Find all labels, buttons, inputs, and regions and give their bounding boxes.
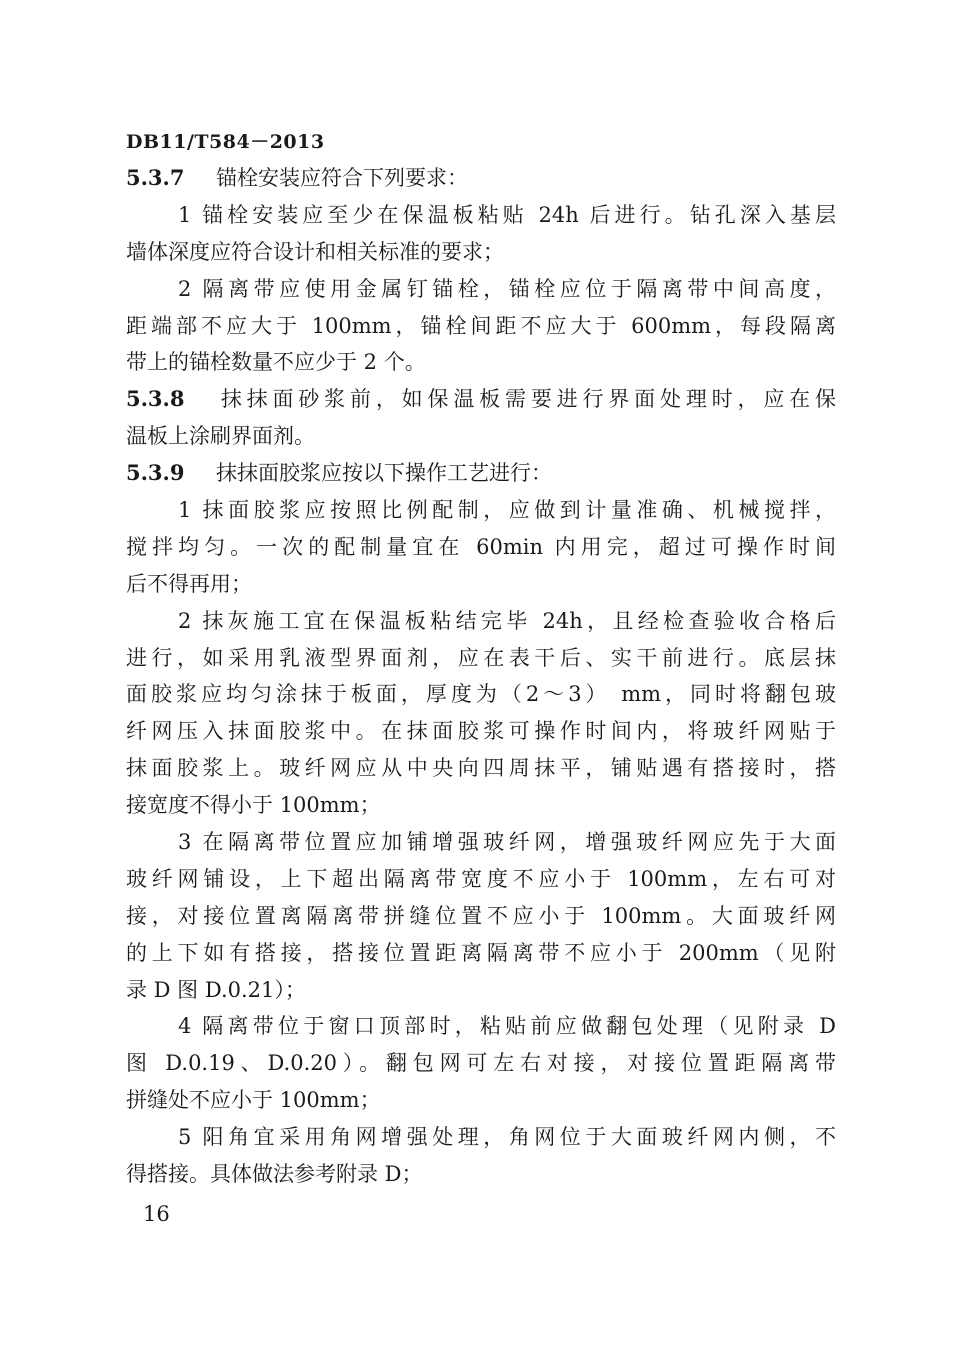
line-text: 2 抹灰施工宜在保温板粘结完毕 24h，且经检查验收合格后 — [178, 608, 836, 633]
line-text: 1 抹面胶浆应按照比例配制，应做到计量准确、机械搅拌， — [178, 498, 836, 523]
body-text-line — [126, 1008, 836, 1045]
clause-number: 5.3.7 — [126, 165, 185, 190]
line-text: 抹面胶浆上。玻纤网应从中央向四周抹平，铺贴遇有搭接时，搭 — [126, 756, 836, 781]
body-text-line — [126, 898, 836, 935]
body-text-line — [126, 640, 836, 677]
line-text: 后不得再用； — [126, 571, 252, 596]
line-text: 4 隔离带位于窗口顶部时，粘贴前应做翻包处理（见附录 D — [178, 1014, 836, 1039]
line-text: 进行，如采用乳液型界面剂，应在表干后、实干前进行。底层抹 — [126, 645, 836, 670]
body-text-line — [126, 750, 836, 787]
body-text-line — [126, 271, 836, 308]
document-page — [126, 124, 836, 1193]
line-text: 抹抹面胶浆应按以下操作工艺进行： — [216, 461, 552, 486]
body-text-line — [126, 972, 836, 1009]
line-text: 温板上涂刷界面剂。 — [126, 424, 315, 449]
body-text-line — [126, 676, 836, 713]
clause-heading-line — [126, 455, 836, 492]
body-text-line — [126, 1082, 836, 1119]
line-text: 图 D.0.19、D.0.20）。翻包网可左右对接，对接位置距隔离带 — [126, 1051, 836, 1076]
body-text-line — [126, 861, 836, 898]
body-text-line — [126, 344, 836, 381]
body-text-line — [126, 1119, 836, 1156]
line-text: 距端部不应大于 100mm，锚栓间距不应大于 600mm，每段隔离 — [126, 313, 836, 338]
line-text: 抹抹面砂浆前，如保温板需要进行界面处理时，应在保 — [216, 387, 836, 412]
body-text-line — [126, 713, 836, 750]
line-text: 接，对接位置离隔离带拼缝位置不应小于 100mm。大面玻纤网 — [126, 903, 836, 928]
body-text-line — [126, 566, 836, 603]
body-text-line — [126, 308, 836, 345]
line-text: 接宽度不得小于 100mm； — [126, 793, 381, 818]
line-text: 5 阳角宜采用角网增强处理，角网位于大面玻纤网内侧，不 — [178, 1125, 836, 1150]
body-text-line — [126, 234, 836, 271]
body-text-line — [126, 529, 836, 566]
body-text-line — [126, 824, 836, 861]
line-text: 2 隔离带应使用金属钉锚栓，锚栓应位于隔离带中间高度， — [178, 276, 836, 301]
line-text: 1 锚栓安装应至少在保温板粘贴 24h 后进行。钻孔深入基层 — [178, 202, 836, 227]
line-text: 3 在隔离带位置应加铺增强玻纤网，增强玻纤网应先于大面 — [178, 830, 836, 855]
line-text: 墙体深度应符合设计和相关标准的要求； — [126, 239, 504, 264]
clause-number: 5.3.9 — [126, 460, 185, 486]
clause-number: 5.3.8 — [126, 386, 185, 412]
document-body — [126, 160, 836, 1193]
body-text-line — [126, 935, 836, 972]
line-text: 得搭接。具体做法参考附录 D； — [126, 1162, 423, 1187]
line-text: 录 D 图 D.0.21）； — [126, 977, 306, 1002]
line-text: 锚栓安装应符合下列要求： — [216, 166, 468, 190]
page-number: 16 — [143, 1202, 170, 1226]
line-text: 玻纤网铺设，上下超出隔离带宽度不应小于 100mm，左右可对 — [126, 866, 836, 891]
body-text-line — [126, 787, 836, 824]
line-text: 带上的锚栓数量不应少于 2 个。 — [126, 350, 426, 375]
line-text: 搅拌均匀。一次的配制量宜在 60min 内用完，超过可操作时间 — [126, 534, 836, 559]
body-text-line — [126, 197, 836, 234]
clause-heading-line — [126, 160, 836, 197]
body-text-line — [126, 1156, 836, 1193]
body-text-line — [126, 492, 836, 529]
line-text: 的上下如有搭接，搭接位置距离隔离带不应小于 200mm（见附 — [126, 940, 836, 965]
line-text: 面胶浆应均匀涂抹于板面，厚度为（2～3） mm，同时将翻包玻 — [126, 682, 836, 707]
body-text-line — [126, 418, 836, 455]
line-text: 纤网压入抹面胶浆中。在抹面胶浆可操作时间内，将玻纤网贴于 — [126, 719, 836, 744]
clause-heading-line — [126, 381, 836, 418]
body-text-line — [126, 1045, 836, 1082]
standard-code-header: DB11/T584－2013 — [126, 131, 325, 153]
line-text: 拼缝处不应小于 100mm； — [126, 1088, 381, 1113]
body-text-line — [126, 603, 836, 640]
